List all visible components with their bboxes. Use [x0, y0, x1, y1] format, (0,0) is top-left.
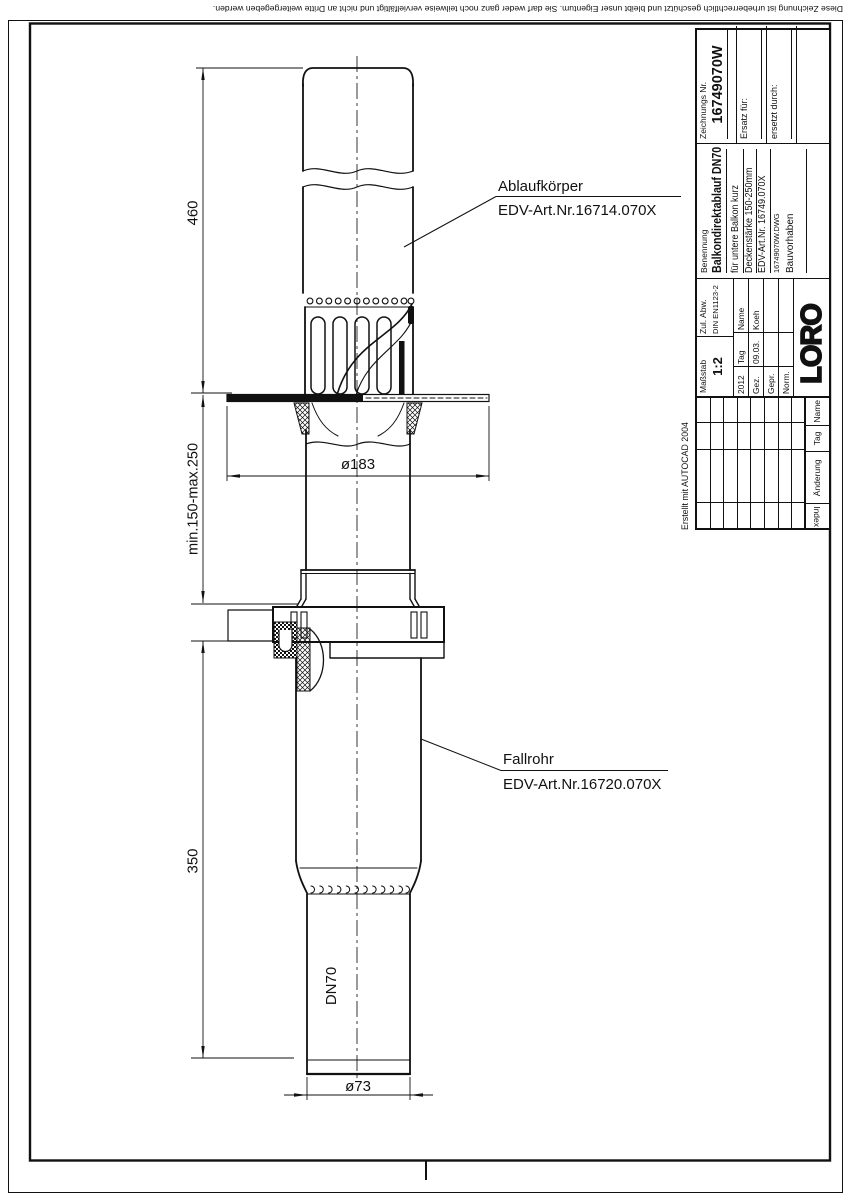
sign-norm-label: Norm.	[779, 366, 793, 396]
dim-dn70: DN70	[323, 966, 340, 1006]
part-labels	[404, 197, 681, 771]
sign-gez-date: 09.03.	[749, 332, 763, 366]
logo-text: LORO	[796, 304, 828, 384]
replaced-by-cell: ersetzt durch:	[767, 26, 797, 143]
title-block	[695, 28, 831, 530]
dim-diameter-73: ø73	[345, 1078, 371, 1095]
dim-ceiling: min.150-max.250	[185, 442, 202, 556]
flange-plate	[227, 395, 489, 437]
label-ablaufkoerper-art: EDV-Art.Nr.16714.070X	[498, 202, 657, 219]
label-fallrohr-art: EDV-Art.Nr.16720.070X	[503, 776, 662, 793]
sign-year: 2012	[734, 366, 748, 396]
label-fallrohr: Fallrohr	[503, 751, 554, 768]
dim-350: 350	[184, 848, 202, 874]
sign-gez-label: Gez.	[749, 366, 763, 396]
fall-pipe	[296, 658, 421, 1074]
company-logo	[794, 278, 833, 396]
drawing-number-value: 16749070W	[710, 30, 728, 139]
revision-col-index: Index	[805, 503, 829, 528]
scale-cell	[697, 336, 734, 396]
designation-title: Balkondirektablauf DN70	[709, 149, 727, 273]
revision-table	[697, 396, 829, 528]
tolerance-value: DIN EN1123-2	[711, 285, 720, 334]
sign-gez-name: Koeh	[751, 310, 761, 330]
dim-diameter-183: ø183	[340, 456, 376, 473]
autocad-note: Erstellt mit AUTOCAD 2004	[680, 422, 690, 530]
revision-col-aenderung: Änderung	[805, 451, 829, 503]
scale-value: 1:2	[710, 357, 725, 376]
top-pipe-cap	[303, 68, 413, 86]
tolerance-cell	[697, 278, 734, 336]
drain-body	[305, 298, 414, 395]
sign-tag-header: Tag	[734, 332, 748, 366]
sign-name-header: Name	[736, 307, 746, 330]
coupling	[228, 607, 444, 691]
replacement-for-cell: Ersatz für:	[737, 26, 767, 143]
dim-460: 460	[184, 200, 202, 226]
socket	[297, 570, 419, 606]
pipe-assembly	[227, 68, 489, 1074]
sign-gepr-label: Gepr.	[764, 366, 778, 396]
designation-line1: für untere Balkon kurz	[730, 149, 744, 273]
designation-line3: EDV-Art.Nr. 16749.070X	[757, 149, 771, 273]
title-block-mid-section	[697, 278, 829, 396]
designation-label: Benennung	[699, 229, 709, 273]
drawing-number-section	[697, 26, 829, 143]
dimensions	[191, 68, 489, 1100]
tolerance-label: Zul. Abw.	[698, 299, 708, 334]
copyright-notice: Diese Zeichnung ist urheberrechtlich geschützt und bleibt unser Eigentum. Sie darf weder ganz noch teilweise vervielfältigt und nicht an Dritte weitergegeben werden.	[212, 4, 843, 14]
scale-label: Maßstab	[698, 359, 708, 393]
revision-col-name: Name	[812, 399, 822, 423]
signature-table	[734, 278, 794, 396]
designation-section	[697, 143, 829, 278]
designation-line2: Deckenstärke 150-250mm	[744, 149, 758, 273]
drawing-number-label: Zeichnungs Nr.	[698, 81, 708, 139]
file-name: 16749070W.DWG	[771, 213, 781, 273]
drawing-number-cell	[697, 26, 737, 143]
project-label: Bauvorhaben	[785, 149, 807, 273]
revision-col-tag: Tag	[805, 425, 829, 452]
label-ablaufkoerper: Ablaufkörper	[498, 178, 584, 195]
